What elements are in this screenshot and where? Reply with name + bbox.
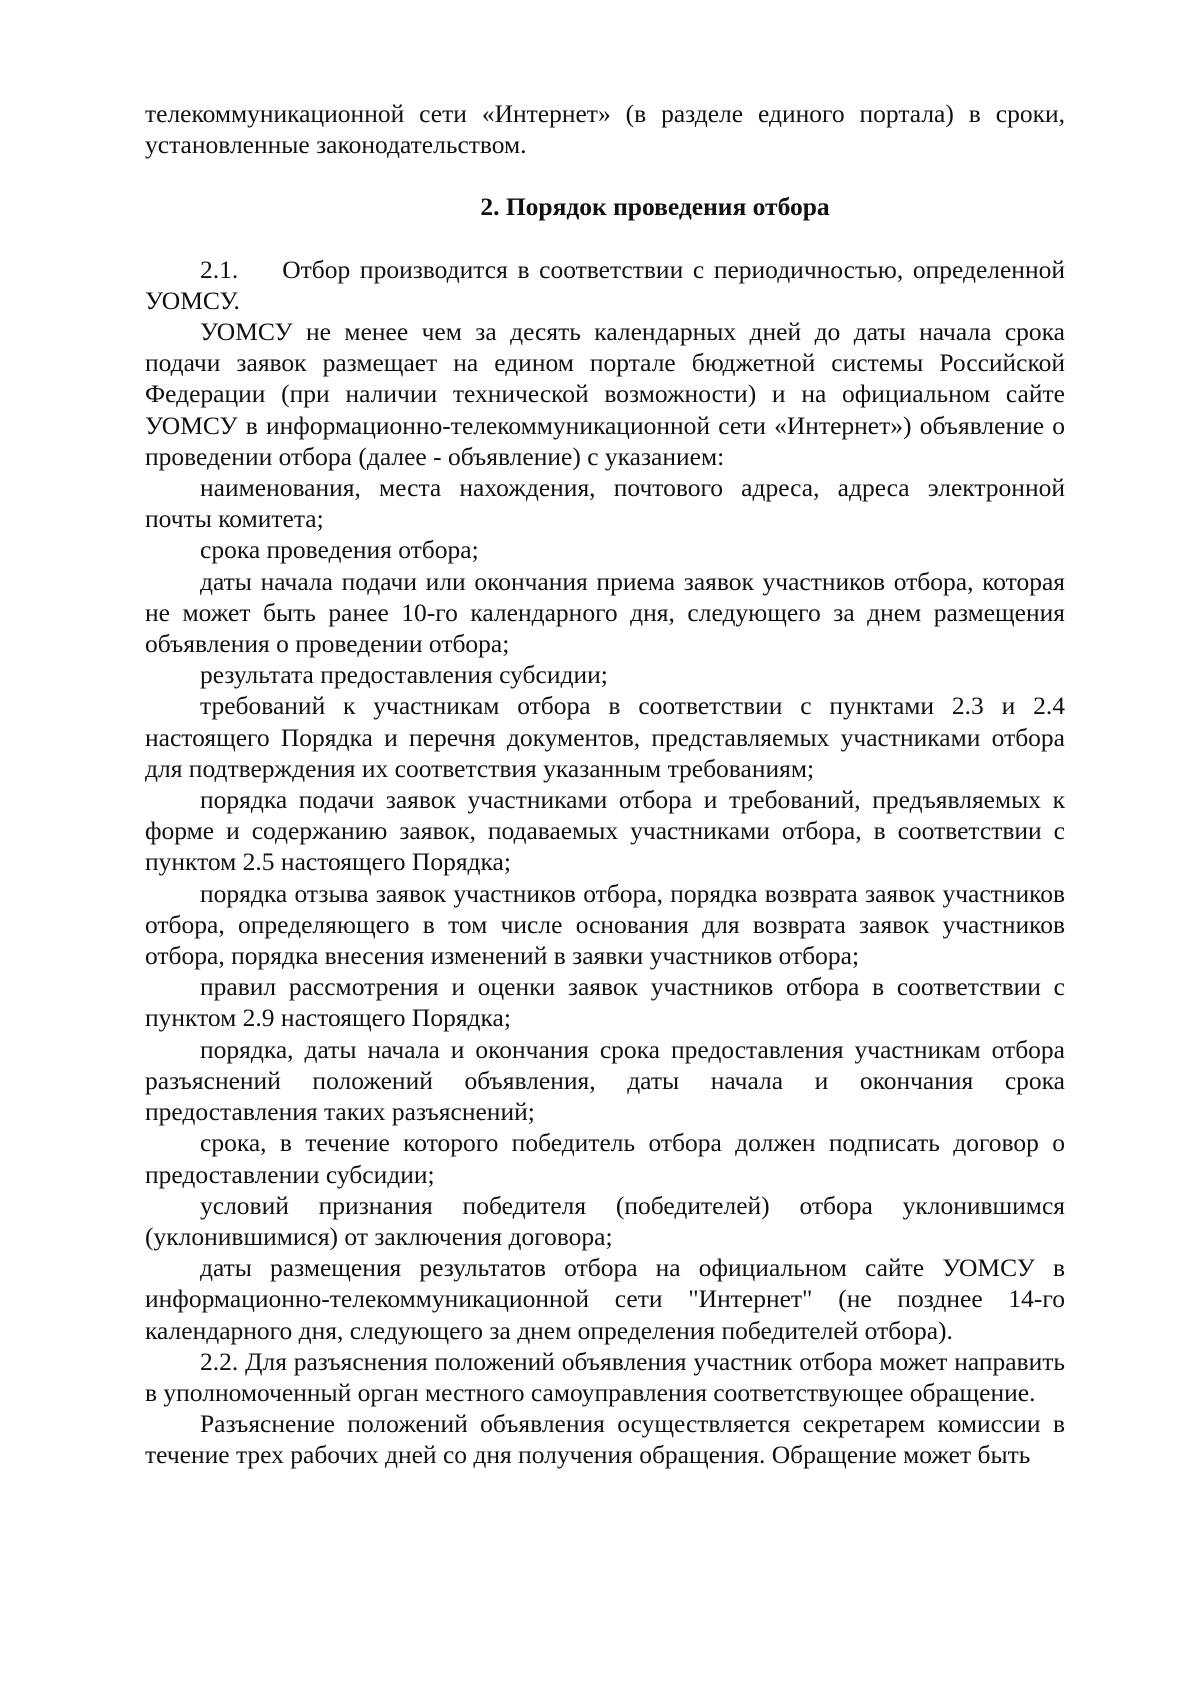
paragraph-2-1-text: Отбор производится в соответствии с периодичностью, определенной УОМСУ. xyxy=(145,254,1065,315)
intro-paragraph: телекоммуникационной сети «Интернет» (в разделе единого портала) в сроки, установленные законодательством. xyxy=(145,99,1065,160)
list-item: срока, в течение которого победитель отбора должен подписать договор о предоставлении субсидии; xyxy=(145,1128,1065,1189)
list-item: даты размещения результатов отбора на официальном сайте УОМСУ в информационно-телекоммуникационной сети "Интернет" (не позднее 14-го календарного дня, следующего за днем определения победителей отбора). xyxy=(145,1253,1065,1345)
paragraph-2-2: 2.2. Для разъяснения положений объявления участник отбора может направить в уполномоченный орган местного самоуправления соответствующее обращение. xyxy=(145,1346,1065,1407)
list-item: порядка, даты начала и окончания срока предоставления участникам отбора разъяснений положений объявления, даты начала и окончания срока предоставления таких разъяснений; xyxy=(145,1034,1065,1127)
list-item: срока проведения отбора; xyxy=(200,535,479,565)
document-page xyxy=(145,98,1065,1471)
explanation-paragraph: Разъяснение положений объявления осуществляется секретарем комиссии в течение трех рабочих дней со дня получения обращения. Обращение может быть xyxy=(145,1409,1065,1470)
section-title: 2. Порядок проведения отбора xyxy=(480,192,830,222)
list-item: даты начала подачи или окончания приема заявок участников отбора, которая не может быть ранее 10-го календарного дня, следующего за днем размещения объявления о проведении отбора; xyxy=(145,566,1065,659)
list-item: наименования, места нахождения, почтового адреса, адреса электронной почты комитета; xyxy=(145,473,1065,534)
list-item: условий признания победителя (победителей) отбора уклонившимся (уклонившимися) от заключения договора; xyxy=(145,1190,1065,1251)
list-item: требований к участникам отбора в соответствии с пунктами 2.3 и 2.4 настоящего Порядка и перечня документов, представляемых участниками отбора для подтверждения их соответствия указанным требованиям; xyxy=(145,691,1065,783)
list-item: правил рассмотрения и оценки заявок участников отбора в соответствии с пунктом 2.9 настоящего Порядка; xyxy=(145,972,1065,1033)
paragraph-2-1-number: 2.1. xyxy=(200,254,239,284)
list-item: порядка подачи заявок участниками отбора и требований, предъявляемых к форме и содержанию заявок, подаваемых участниками отбора, в соответствии с пунктом 2.5 настоящего Порядка; xyxy=(145,785,1065,877)
list-item: порядка отзыва заявок участников отбора, порядка возврата заявок участников отбора, определяющего в том числе основания для возврата заявок участников отбора, порядка внесения изменений в заявки участников отбора; xyxy=(145,878,1065,971)
announcement-paragraph: УОМСУ не менее чем за десять календарных дней до даты начала срока подачи заявок размещает на едином портале бюджетной системы Российской Федерации (при наличии технической возможности) и на официальном сайте УОМСУ в информационно-телекоммуникационной сети «Интернет») объявление о проведении отбора (далее - объявление) с указанием: xyxy=(145,317,1065,471)
list-item: результата предоставления субсидии; xyxy=(200,660,608,690)
paragraph-2-1 xyxy=(145,254,1065,316)
